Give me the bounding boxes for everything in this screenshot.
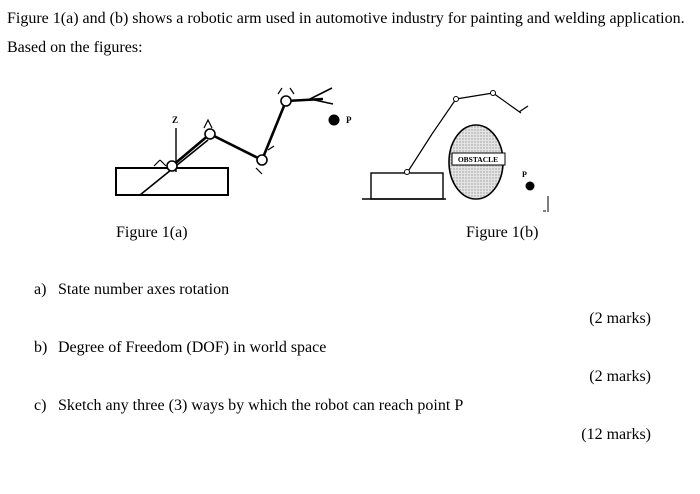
question-b-text: Degree of Freedom (DOF) in world space	[58, 339, 327, 356]
question-a-label: a)	[34, 281, 47, 298]
intro-paragraph: Figure 1(a) and (b) shows a robotic arm used in automotive industry for painting and welding application. Based on the figures:	[7, 10, 685, 56]
robot-base	[116, 168, 228, 195]
joint-2	[205, 129, 215, 139]
arm-b-tool	[519, 106, 528, 112]
fig-a-p-label: P	[346, 115, 352, 125]
figure-1b-caption: Figure 1(b)	[466, 224, 539, 241]
robot-base-b	[371, 173, 443, 199]
fig-a-z-label: Z	[172, 115, 179, 125]
question-c-marks: (12 marks)	[581, 426, 651, 443]
rotation-arrow-2	[204, 120, 212, 128]
figure-1b-robot	[362, 91, 548, 213]
joint-b-1	[405, 170, 410, 175]
arm-b-link-1	[407, 134, 432, 173]
joint-4	[281, 96, 291, 106]
gripper-upper	[310, 88, 332, 99]
arm-b-link-2	[432, 99, 456, 134]
joint-b-2	[454, 97, 459, 102]
fig-b-p-label: P	[522, 170, 527, 179]
rotation-arrow-4	[278, 88, 294, 94]
target-point-p-a	[329, 115, 340, 126]
question-a-text: State number axes rotation	[58, 281, 230, 298]
target-point-p-b	[526, 182, 535, 191]
question-a-marks: (2 marks)	[589, 310, 651, 327]
arm-b-link-4	[493, 93, 521, 113]
question-b	[34, 339, 326, 357]
question-c	[34, 397, 463, 415]
arm-link-2	[210, 134, 262, 160]
joint-1	[167, 161, 177, 171]
question-b-label: b)	[34, 339, 48, 356]
arm-link-3	[262, 101, 286, 160]
joint-b-3	[491, 91, 496, 96]
arm-link-1	[172, 134, 210, 166]
figure-1a-robot	[116, 88, 340, 195]
question-c-label: c)	[34, 397, 47, 414]
figure-1a-caption: Figure 1(a)	[116, 224, 188, 241]
question-c-text: Sketch any three (3) ways by which the robot can reach point P	[58, 397, 464, 414]
joint-3	[257, 155, 267, 165]
rotation-arrow-1	[154, 160, 166, 166]
question-a	[34, 281, 229, 299]
question-b-marks: (2 marks)	[589, 368, 651, 385]
obstacle-label: OBSTACLE	[457, 155, 499, 164]
arm-b-link-3	[456, 93, 493, 99]
